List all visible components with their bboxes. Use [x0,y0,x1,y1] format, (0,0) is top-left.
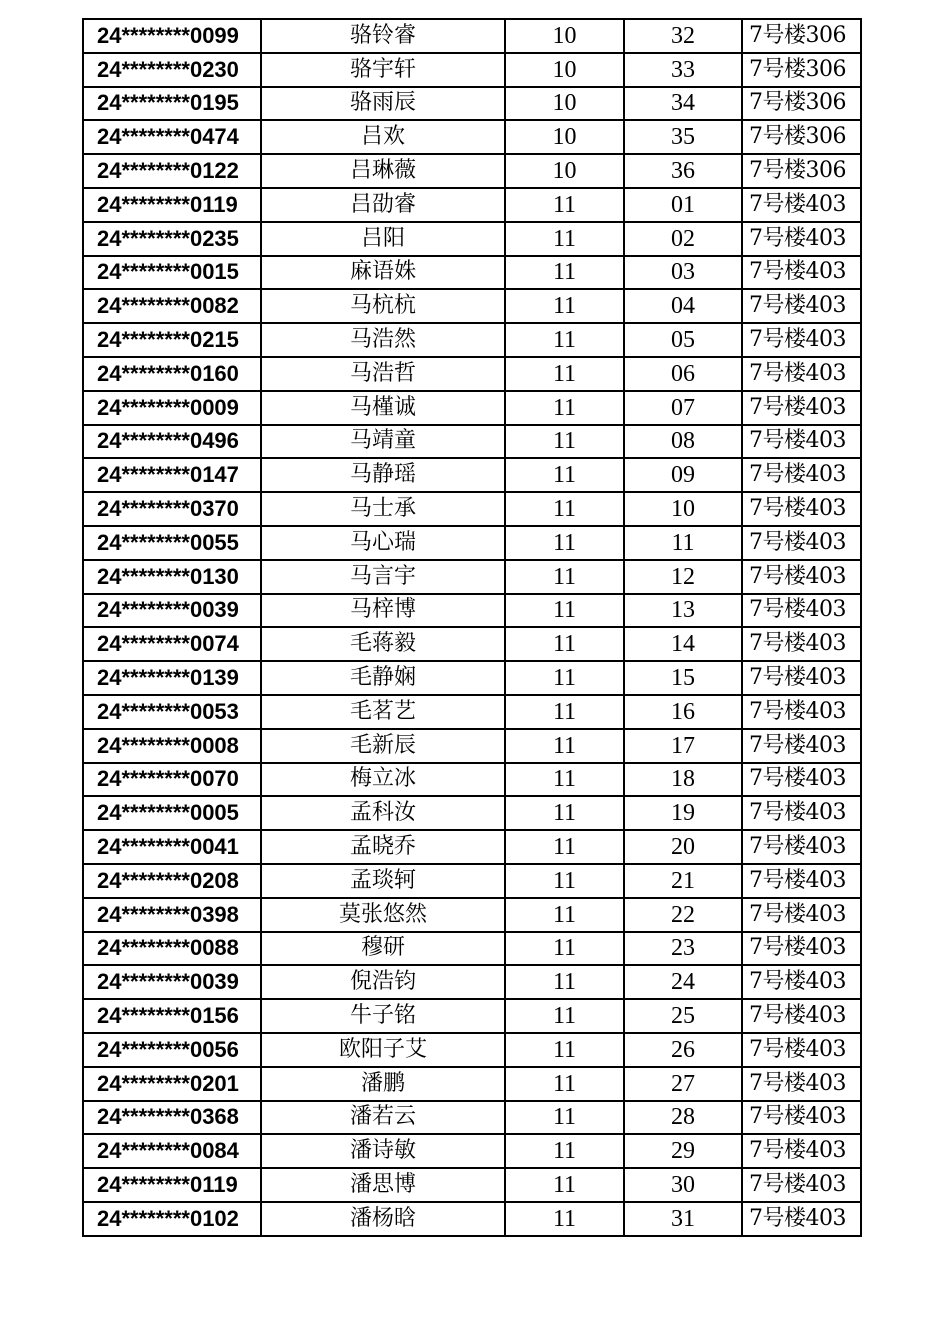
student-name-cell: 潘杨晗 [261,1202,505,1236]
student-id-cell: 24********0208 [83,864,261,898]
building-room-cell: 7号楼306 [742,154,861,188]
exam-room-number-cell: 11 [505,458,624,492]
student-name-cell: 马杭杭 [261,289,505,323]
exam-room-number-cell: 11 [505,830,624,864]
student-id-cell: 24********0368 [83,1101,261,1135]
student-name-cell: 莫张悠然 [261,898,505,932]
building-room-cell: 7号楼403 [742,1202,861,1236]
student-name-cell: 毛新辰 [261,729,505,763]
exam-room-number-cell: 11 [505,289,624,323]
seat-number-cell: 23 [624,932,742,966]
exam-room-number-cell: 11 [505,763,624,797]
seat-number-cell: 07 [624,391,742,425]
seat-number-cell: 24 [624,965,742,999]
seat-number-cell: 14 [624,627,742,661]
building-room-cell: 7号楼403 [742,323,861,357]
exam-room-number-cell: 11 [505,898,624,932]
student-id-cell: 24********0147 [83,458,261,492]
exam-seating-table [82,18,862,1237]
table-row [83,932,861,966]
table-row [83,391,861,425]
student-name-cell: 骆铃睿 [261,19,505,53]
building-room-cell: 7号楼403 [742,289,861,323]
table-row [83,1168,861,1202]
exam-room-number-cell: 11 [505,492,624,526]
exam-room-number-cell: 11 [505,627,624,661]
seat-number-cell: 01 [624,188,742,222]
student-id-cell: 24********0496 [83,425,261,459]
student-id-cell: 24********0005 [83,796,261,830]
seat-number-cell: 20 [624,830,742,864]
building-room-cell: 7号楼403 [742,560,861,594]
student-name-cell: 孟琰轲 [261,864,505,898]
student-name-cell: 麻语姝 [261,256,505,290]
student-id-cell: 24********0088 [83,932,261,966]
building-room-cell: 7号楼403 [742,932,861,966]
building-room-cell: 7号楼403 [742,425,861,459]
seat-number-cell: 27 [624,1067,742,1101]
exam-room-number-cell: 11 [505,391,624,425]
student-name-cell: 潘鹏 [261,1067,505,1101]
student-id-cell: 24********0009 [83,391,261,425]
table-row [83,53,861,87]
student-name-cell: 吕琳薇 [261,154,505,188]
student-name-cell: 穆研 [261,932,505,966]
building-room-cell: 7号楼403 [742,898,861,932]
exam-room-number-cell: 11 [505,357,624,391]
student-id-cell: 24********0119 [83,1168,261,1202]
table-row [83,763,861,797]
table-row [83,19,861,53]
student-id-cell: 24********0235 [83,222,261,256]
student-name-cell: 孟晓乔 [261,830,505,864]
exam-room-number-cell: 11 [505,1067,624,1101]
exam-room-number-cell: 11 [505,864,624,898]
seat-number-cell: 02 [624,222,742,256]
student-id-cell: 24********0055 [83,526,261,560]
seat-number-cell: 15 [624,661,742,695]
student-name-cell: 欧阳子艾 [261,1033,505,1067]
exam-room-number-cell: 11 [505,1168,624,1202]
exam-room-number-cell: 10 [505,154,624,188]
student-id-cell: 24********0099 [83,19,261,53]
seat-number-cell: 04 [624,289,742,323]
exam-room-number-cell: 11 [505,560,624,594]
student-id-cell: 24********0015 [83,256,261,290]
table-row [83,1067,861,1101]
student-name-cell: 吕欢 [261,120,505,154]
seat-number-cell: 17 [624,729,742,763]
exam-room-number-cell: 11 [505,1033,624,1067]
student-name-cell: 潘诗敏 [261,1134,505,1168]
building-room-cell: 7号楼403 [742,391,861,425]
student-name-cell: 毛静娴 [261,661,505,695]
exam-room-number-cell: 11 [505,256,624,290]
exam-room-number-cell: 11 [505,932,624,966]
student-id-cell: 24********0008 [83,729,261,763]
table-row [83,796,861,830]
table-row [83,188,861,222]
seat-number-cell: 06 [624,357,742,391]
building-room-cell: 7号楼306 [742,19,861,53]
table-row [83,965,861,999]
student-name-cell: 梅立冰 [261,763,505,797]
student-id-cell: 24********0160 [83,357,261,391]
seat-number-cell: 26 [624,1033,742,1067]
building-room-cell: 7号楼403 [742,492,861,526]
table-row [83,154,861,188]
building-room-cell: 7号楼403 [742,796,861,830]
student-name-cell: 潘思博 [261,1168,505,1202]
building-room-cell: 7号楼403 [742,763,861,797]
building-room-cell: 7号楼403 [742,1168,861,1202]
table-row [83,560,861,594]
student-id-cell: 24********0041 [83,830,261,864]
seat-number-cell: 16 [624,695,742,729]
exam-room-number-cell: 11 [505,425,624,459]
student-name-cell: 牛子铭 [261,999,505,1033]
table-row [83,1202,861,1236]
student-name-cell: 马言宇 [261,560,505,594]
building-room-cell: 7号楼403 [742,695,861,729]
seat-number-cell: 25 [624,999,742,1033]
building-room-cell: 7号楼403 [742,661,861,695]
building-room-cell: 7号楼403 [742,594,861,628]
building-room-cell: 7号楼403 [742,627,861,661]
student-name-cell: 潘若云 [261,1101,505,1135]
student-id-cell: 24********0070 [83,763,261,797]
seat-number-cell: 32 [624,19,742,53]
table-row [83,120,861,154]
student-id-cell: 24********0230 [83,53,261,87]
student-id-cell: 24********0215 [83,323,261,357]
table-row [83,1134,861,1168]
student-name-cell: 马梓博 [261,594,505,628]
student-id-cell: 24********0056 [83,1033,261,1067]
table-row [83,458,861,492]
student-name-cell: 骆雨辰 [261,87,505,121]
exam-room-number-cell: 11 [505,695,624,729]
student-id-cell: 24********0139 [83,661,261,695]
table-row [83,222,861,256]
seat-number-cell: 30 [624,1168,742,1202]
exam-room-number-cell: 11 [505,188,624,222]
building-room-cell: 7号楼403 [742,256,861,290]
seat-number-cell: 12 [624,560,742,594]
table-row [83,695,861,729]
exam-room-number-cell: 11 [505,661,624,695]
building-room-cell: 7号楼403 [742,458,861,492]
student-id-cell: 24********0398 [83,898,261,932]
seat-number-cell: 35 [624,120,742,154]
building-room-cell: 7号楼306 [742,53,861,87]
table-row [83,627,861,661]
student-name-cell: 吕劭睿 [261,188,505,222]
student-name-cell: 马静瑶 [261,458,505,492]
student-name-cell: 马士承 [261,492,505,526]
student-id-cell: 24********0039 [83,594,261,628]
seat-number-cell: 21 [624,864,742,898]
exam-room-number-cell: 11 [505,1202,624,1236]
student-id-cell: 24********0119 [83,188,261,222]
building-room-cell: 7号楼403 [742,188,861,222]
student-id-cell: 24********0084 [83,1134,261,1168]
exam-room-number-cell: 10 [505,120,624,154]
exam-room-number-cell: 11 [505,323,624,357]
student-id-cell: 24********0074 [83,627,261,661]
student-id-cell: 24********0474 [83,120,261,154]
seat-number-cell: 34 [624,87,742,121]
table-row [83,357,861,391]
exam-room-number-cell: 11 [505,526,624,560]
seat-number-cell: 18 [624,763,742,797]
table-row [83,594,861,628]
table-row [83,729,861,763]
seat-number-cell: 36 [624,154,742,188]
student-name-cell: 马浩哲 [261,357,505,391]
seat-number-cell: 19 [624,796,742,830]
building-room-cell: 7号楼306 [742,87,861,121]
student-id-cell: 24********0102 [83,1202,261,1236]
seat-number-cell: 29 [624,1134,742,1168]
table-row [83,1101,861,1135]
student-id-cell: 24********0201 [83,1067,261,1101]
exam-room-number-cell: 11 [505,999,624,1033]
student-id-cell: 24********0370 [83,492,261,526]
student-name-cell: 骆宇轩 [261,53,505,87]
student-id-cell: 24********0130 [83,560,261,594]
table-row [83,323,861,357]
building-room-cell: 7号楼403 [742,1033,861,1067]
seat-number-cell: 13 [624,594,742,628]
table-row [83,864,861,898]
exam-room-number-cell: 11 [505,1134,624,1168]
building-room-cell: 7号楼403 [742,864,861,898]
table-row [83,999,861,1033]
student-name-cell: 毛茗艺 [261,695,505,729]
building-room-cell: 7号楼403 [742,965,861,999]
building-room-cell: 7号楼403 [742,830,861,864]
table-row [83,492,861,526]
seat-number-cell: 11 [624,526,742,560]
student-name-cell: 孟科汝 [261,796,505,830]
seat-number-cell: 03 [624,256,742,290]
exam-room-number-cell: 11 [505,965,624,999]
table-row [83,425,861,459]
table-row [83,661,861,695]
table-row [83,289,861,323]
table-body [83,19,861,1236]
building-room-cell: 7号楼403 [742,1134,861,1168]
table-row [83,256,861,290]
exam-room-number-cell: 11 [505,796,624,830]
building-room-cell: 7号楼403 [742,729,861,763]
building-room-cell: 7号楼403 [742,1101,861,1135]
table-row [83,830,861,864]
building-room-cell: 7号楼403 [742,222,861,256]
seat-number-cell: 05 [624,323,742,357]
exam-room-number-cell: 10 [505,53,624,87]
exam-room-number-cell: 11 [505,222,624,256]
student-name-cell: 倪浩钧 [261,965,505,999]
exam-room-number-cell: 11 [505,594,624,628]
seat-number-cell: 10 [624,492,742,526]
student-name-cell: 马槿诚 [261,391,505,425]
seat-number-cell: 22 [624,898,742,932]
table-row [83,526,861,560]
seat-number-cell: 08 [624,425,742,459]
student-id-cell: 24********0039 [83,965,261,999]
exam-room-number-cell: 10 [505,87,624,121]
building-room-cell: 7号楼403 [742,1067,861,1101]
student-id-cell: 24********0195 [83,87,261,121]
table-row [83,87,861,121]
seat-number-cell: 28 [624,1101,742,1135]
building-room-cell: 7号楼403 [742,999,861,1033]
seat-number-cell: 09 [624,458,742,492]
student-name-cell: 吕阳 [261,222,505,256]
exam-room-number-cell: 10 [505,19,624,53]
student-name-cell: 马靖童 [261,425,505,459]
seat-number-cell: 31 [624,1202,742,1236]
exam-room-number-cell: 11 [505,729,624,763]
seat-number-cell: 33 [624,53,742,87]
building-room-cell: 7号楼403 [742,357,861,391]
table-row [83,898,861,932]
student-id-cell: 24********0156 [83,999,261,1033]
student-id-cell: 24********0122 [83,154,261,188]
student-id-cell: 24********0053 [83,695,261,729]
student-name-cell: 毛蒋毅 [261,627,505,661]
student-id-cell: 24********0082 [83,289,261,323]
table-row [83,1033,861,1067]
building-room-cell: 7号楼403 [742,526,861,560]
student-name-cell: 马浩然 [261,323,505,357]
exam-room-number-cell: 11 [505,1101,624,1135]
building-room-cell: 7号楼306 [742,120,861,154]
student-name-cell: 马心瑞 [261,526,505,560]
